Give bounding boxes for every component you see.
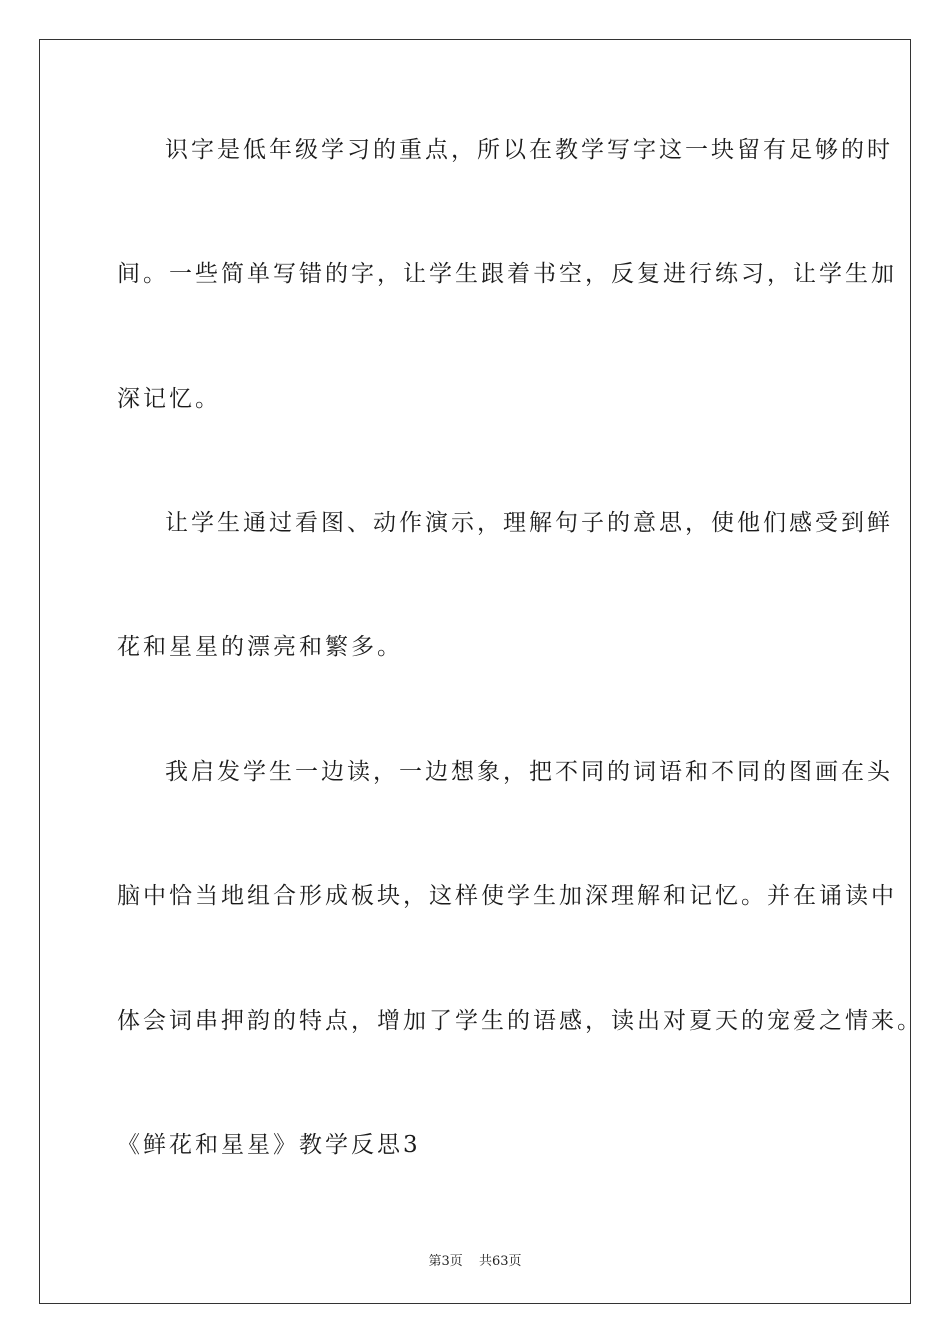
page-number-total: 共63页 <box>478 1254 522 1269</box>
paragraph-2-line-1: 让学生通过看图、动作演示，理解句子的意思，使他们感受到鲜 <box>165 510 893 536</box>
page-footer <box>0 1250 950 1269</box>
paragraph-3-line-3: 体会词串押韵的特点，增加了学生的语感，读出对夏天的宠爱之情来。 <box>117 1008 923 1034</box>
paragraph-1-line-1: 识字是低年级学习的重点，所以在教学写字这一块留有足够的时 <box>165 137 893 163</box>
page-number-current: 第3页 <box>428 1254 463 1269</box>
paragraph-1-line-2: 间。一些简单写错的字，让学生跟着书空，反复进行练习，让学生加 <box>117 261 897 287</box>
paragraph-2-line-2: 花和星星的漂亮和繁多。 <box>117 634 403 660</box>
section-heading: 《鲜花和星星》教学反思3 <box>117 1132 421 1158</box>
page-border <box>39 39 911 1304</box>
paragraph-3-line-1: 我启发学生一边读，一边想象，把不同的词语和不同的图画在头 <box>165 759 893 785</box>
paragraph-3-line-2: 脑中恰当地组合形成板块，这样使学生加深理解和记忆。并在诵读中 <box>117 883 897 909</box>
paragraph-1-line-3: 深记忆。 <box>117 386 221 412</box>
